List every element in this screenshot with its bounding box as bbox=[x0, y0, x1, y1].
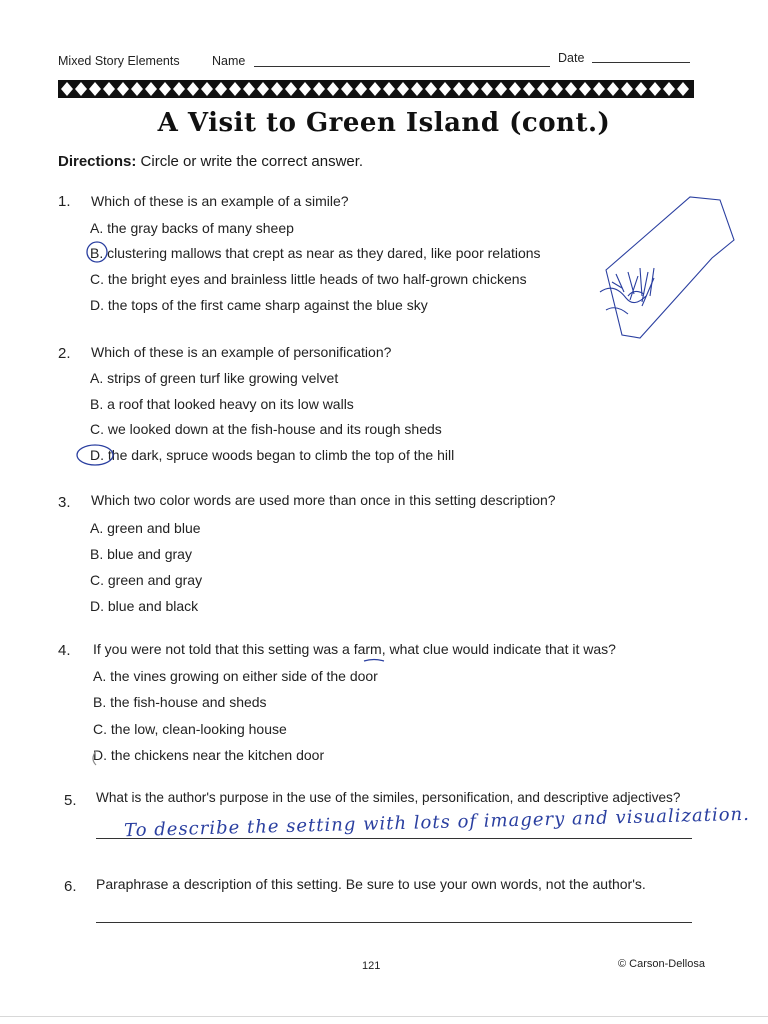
answer-option: D. the chickens near the kitchen door bbox=[93, 747, 325, 763]
section-label: Mixed Story Elements bbox=[58, 54, 180, 68]
page-title: A Visit to Green Island (cont.) bbox=[157, 108, 611, 138]
name-label: Name bbox=[212, 54, 246, 68]
date-label: Date bbox=[558, 51, 585, 65]
directions-text: Circle or write the correct answer. bbox=[140, 153, 364, 170]
answer-option: D. the tops of the first came sharp against the blue sky bbox=[90, 297, 428, 313]
answer-option: B. the fish-house and sheds bbox=[93, 694, 267, 710]
answer-option: C. the bright eyes and brainless little heads of two half-grown chickens bbox=[90, 271, 527, 287]
underline-mark bbox=[364, 660, 384, 662]
page-number: 121 bbox=[362, 960, 381, 972]
answer-option: B. blue and gray bbox=[90, 546, 192, 562]
answer-option: A. the vines growing on either side of the door bbox=[93, 668, 378, 684]
question-number: 1. bbox=[58, 193, 71, 210]
directions-label: Directions: bbox=[58, 153, 137, 170]
doodle-sketch bbox=[600, 197, 734, 338]
answer-option: A. the gray backs of many sheep bbox=[90, 220, 294, 236]
question-number: 3. bbox=[58, 494, 71, 511]
answer-option: C. we looked down at the fish-house and its rough sheds bbox=[90, 421, 442, 437]
circle-mark-answer-d bbox=[77, 445, 113, 465]
question-text: Which two color words are used more than once in this setting description? bbox=[91, 492, 556, 508]
question-text: What is the author's purpose in the use of the similes, personification, and descriptive adjectives? bbox=[96, 790, 681, 805]
handwritten-answer: To describe the setting with lots of imagery and visualization. bbox=[123, 803, 751, 842]
question-text: Which of these is an example of a simile? bbox=[91, 193, 349, 209]
answer-option: D. the dark, spruce woods began to climb the top of the hill bbox=[90, 447, 455, 463]
question-text: Which of these is an example of personification? bbox=[91, 344, 392, 360]
answer-option: C. green and gray bbox=[90, 572, 203, 588]
copyright: © Carson-Dellosa bbox=[618, 958, 705, 970]
pencil-mark bbox=[93, 751, 96, 765]
circle-mark-answer-b bbox=[87, 242, 107, 262]
question-text: If you were not told that this setting was a farm, what clue would indicate that it was? bbox=[93, 641, 616, 657]
answer-option: B. a roof that looked heavy on its low walls bbox=[90, 396, 354, 412]
question-number: 6. bbox=[64, 878, 77, 895]
answer-option: A. green and blue bbox=[90, 520, 201, 536]
question-number: 2. bbox=[58, 345, 71, 362]
answer-option: C. the low, clean-looking house bbox=[93, 721, 287, 737]
question-text: Paraphrase a description of this setting. Be sure to use your own words, not the author's. bbox=[96, 876, 646, 892]
answer-option: B. clustering mallows that crept as near as they dared, like poor relations bbox=[90, 245, 541, 261]
answer-option: A. strips of green turf like growing velvet bbox=[90, 370, 339, 386]
question-number: 4. bbox=[58, 642, 71, 659]
question-number: 5. bbox=[64, 792, 77, 809]
answer-option: D. blue and black bbox=[90, 598, 199, 614]
scan-edge bbox=[0, 1016, 768, 1017]
